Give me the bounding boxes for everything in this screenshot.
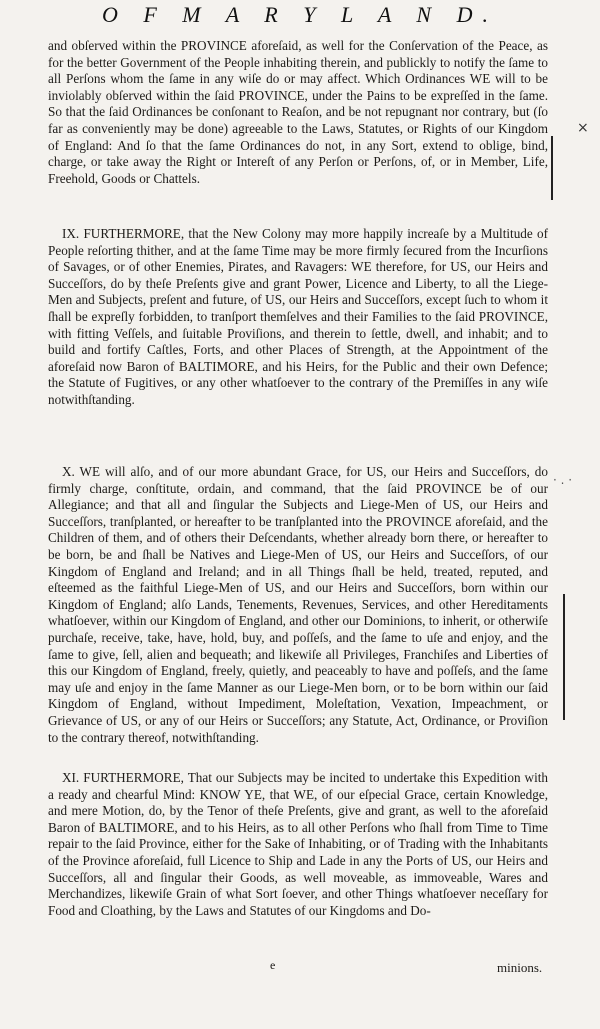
page-header: O F M A R Y L A N D. [101,2,498,27]
margin-dots-decoration: · . · [553,473,573,487]
paragraph-ix: IX. FURTHERMORE, that the New Colony may more happily increaſe by a Multitude of People reſorting thither, and at the ſame Time may be more firmly ſecured from the Incurſions of Savages, or of other Enemies, Pirates, and Ravagers: WE therefore, for US, our Heirs and Succeſſors, do by theſe Preſents give and grant Power, Licence and Liberty, to all the Liege-Men and Subjects, preſent and future, of US, our Heirs and Succeſſors, except ſuch to whom it ſhall be expreſly forbidden, to tranſport themſelves and their Families to the ſaid PROVINCE, with fitting Veſſels, and ſuitable Proviſions, and therein to ſettle, dwell, and inhabit; and to build and fortify Caſtles, Forts, and other Places of Strength, at the Appointment of the aforeſaid now Baron of BALTIMORE, and his Heirs, for the Public and their own Defence; the Statute of Fugitives, or any other whatſoever to the contrary of the Premiſſes in any wiſe notwithſtanding. [48,226,548,407]
margin-bar-middle [563,594,565,720]
margin-bar-top [551,136,553,200]
margin-x-mark: × [577,120,589,136]
catchword: minions. [497,960,543,975]
paragraph-x: X. WE will alſo, and of our more abundant Grace, for US, our Heirs and Succeſſors, do firmly charge, conſtitute, ordain, and command, that the ſaid PROVINCE be of our Allegiance; and that all and ſingular the Subjects and Liege-Men of US, our Heirs and Succeſſors, tranſplanted, or hereafter to be tranſplanted into the PROVINCE aforeſaid, and the Children of them, and of others their Deſcendants, whether already born there, or hereafter to be born, be and ſhall be Natives and Liege-Men of US, our Heirs and Succeſſors, of our Kingdom of England and Ireland; and in all Things ſhall be held, treated, reputed, and eſteemed as the faithful Liege-Men of US, and our Heirs and Succeſſors, born within our Kingdom of England; alſo Lands, Tenements, Revenues, Services, and other Hereditaments whatſoever, within our Kingdom of England, and other our Dominions, to inherit, or otherwiſe purchaſe, receive, take, have, hold, buy, and poſſeſs, and the ſame to uſe and enjoy, and the ſame to give, ſell, alien and bequeath; and likewiſe all Privileges, Franchiſes and Liberties of this our Kingdom of England, freely, quietly, and peaceably to have and poſſeſs, and the ſame may uſe and enjoy in the ſame Manner as our Liege-Men born, or to be born within our ſaid Kingdom of England, without Impediment, Moleſtation, Vexation, Impeachment, or Grievance of US, or any of our Heirs or Succeſſors; any Statute, Act, Ordinance, or Proviſion to the contrary thereof, notwithſtanding. [48,464,548,745]
paragraph-xi: XI. FURTHERMORE, That our Subjects may be incited to undertake this Expedition with a ready and chearful Mind: KNOW YE, that WE, of our eſpecial Grace, certain Knowledge, and mere Motion, do, by the Tenor of theſe Preſents, give and grant, as well to the aforeſaid Baron of BALTIMORE, and to his Heirs, as to all other Perſons who ſhall from Time to Time repair to the ſaid Province, either for the Sake of Inhabiting, or of Trading with the Inhabitants of the Province aforeſaid, full Licence to Ship and Lade in any the Ports of US, our Heirs and Succeſſors, all and ſingular their Goods, as well moveable, as immoveable, Wares and Merchandizes, likewiſe Grain of what Sort ſoever, and other Things whatſoever neceſſary for Food and Cloathing, by the Laws and Statutes of our Kingdoms and Do- [48,770,548,918]
signature-mark: e [270,958,276,972]
paragraph-continuation: and obſerved within the PROVINCE aforeſaid, as well for the Conſervation of the Peace, as for the better Government of the People inhabiting therein, and publickly to notify the ſame to all Perſons whom the ſame in any wiſe do or may affect. Which Ordinances WE will to be inviolably obſerved within the ſaid PROVINCE, under the Pains to be expreſſed in the ſame. So that the ſaid Ordinances be conſonant to Reaſon, and be not repugnant nor contrary, but (ſo far as conveniently may be done) agreeable to the Laws, Statutes, or Rights of our Kingdom of England: And ſo that the ſame Ordinances do not, in any Sort, extend to oblige, bind, charge, or take away the Right or Intereſt of any Perſon or Perſons, of, or in Member, Life, Freehold, Goods or Chattels. [48,38,548,186]
